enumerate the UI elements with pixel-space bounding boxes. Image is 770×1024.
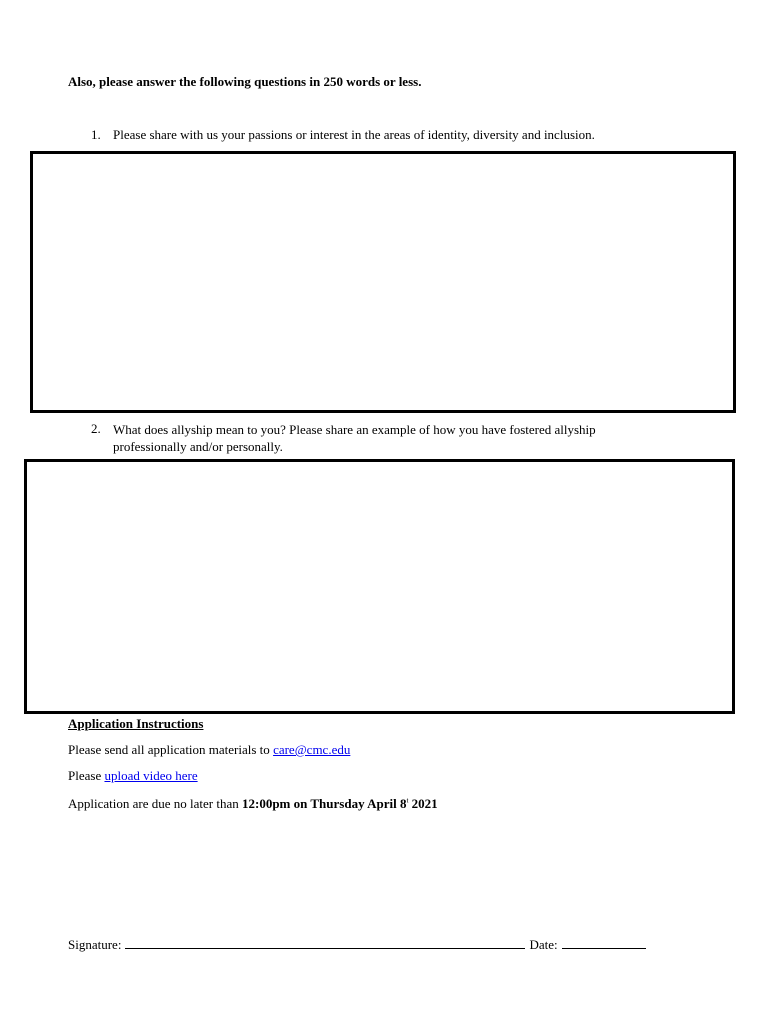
answer-box-2[interactable] — [24, 459, 735, 714]
due-date-text — [68, 796, 438, 812]
due-date-suffix: t — [406, 796, 409, 805]
question-text: Please share with us your passions or interest in the areas of identity, diversity and inclusion. — [113, 127, 595, 142]
date-field[interactable] — [562, 935, 646, 949]
question-number: 1. — [91, 127, 101, 142]
signature-row — [68, 935, 646, 953]
send-text: Please send all application materials to — [68, 742, 274, 757]
due-year: 2021 — [408, 796, 438, 811]
intro-text: Also, please answer the following questions in 250 words or less. — [68, 74, 422, 89]
question-number: 2. — [91, 421, 101, 436]
signature-label: Signature: — [68, 937, 122, 952]
send-instructions — [68, 742, 350, 758]
upload-video-link[interactable]: upload video here — [104, 768, 198, 783]
question-text-line: What does allyship mean to you? Please share an example of how you have fostered allyship — [113, 422, 596, 437]
due-prefix: Application are due no later than — [68, 796, 242, 811]
signature-field[interactable] — [125, 935, 525, 949]
answer-box-1[interactable] — [30, 151, 736, 413]
due-datetime: 12:00pm on Thursday April 8 — [242, 796, 407, 811]
email-link[interactable]: care@cmc.edu — [273, 742, 351, 757]
question-text — [113, 421, 596, 455]
question-text-line: professionally and/or personally. — [113, 439, 283, 454]
instructions-heading: Application Instructions — [68, 716, 204, 731]
upload-instructions — [68, 768, 198, 784]
date-label: Date: — [529, 937, 558, 952]
upload-text: Please — [68, 768, 105, 783]
